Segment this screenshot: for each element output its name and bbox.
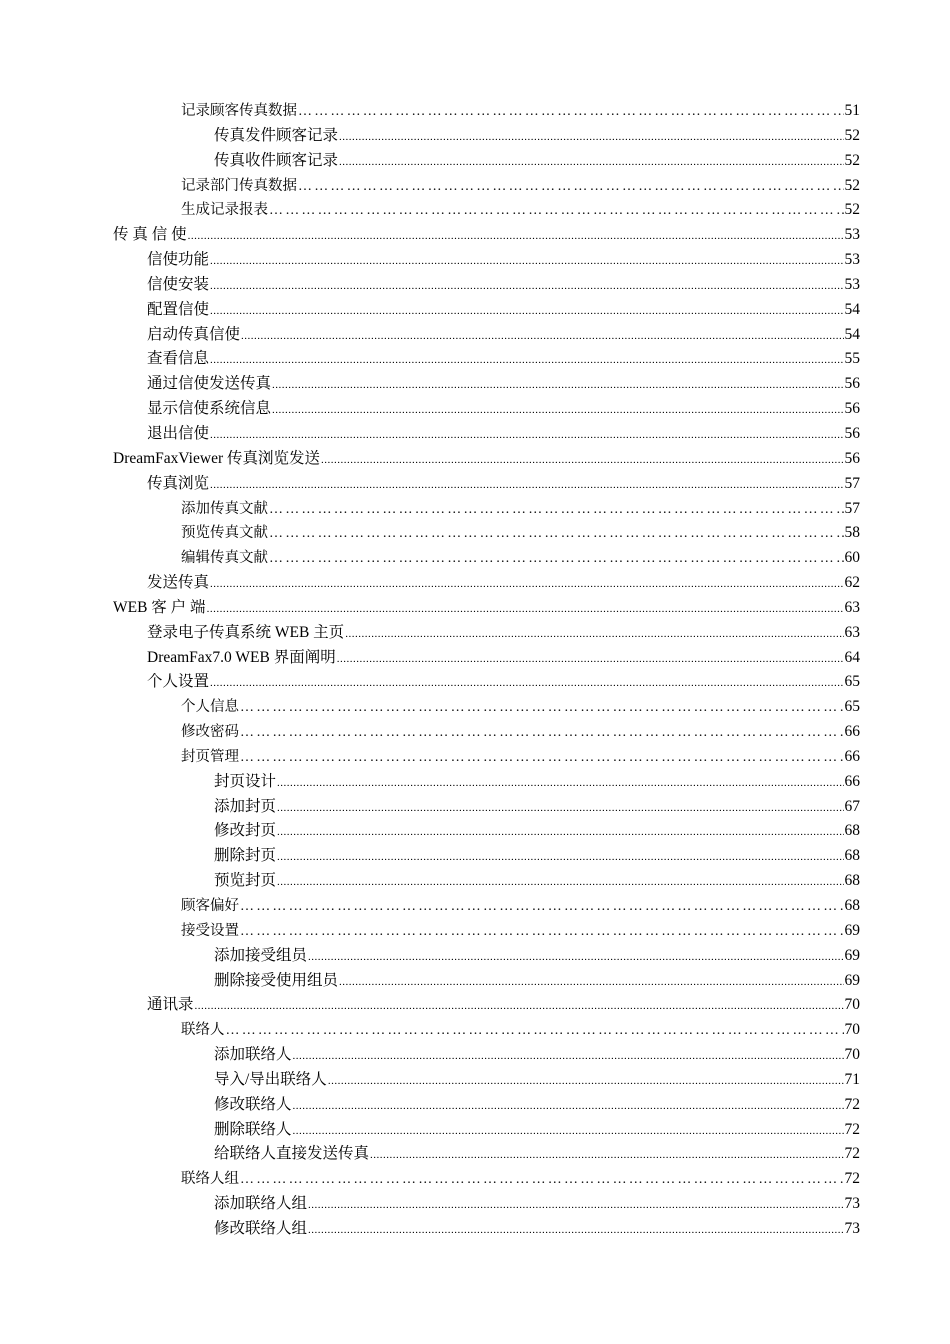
toc-entry[interactable]: [113, 1192, 860, 1217]
dot-leader: [207, 597, 844, 622]
toc-entry[interactable]: [113, 124, 860, 149]
toc-entry-title: 删除联络人: [214, 1120, 292, 1138]
toc-entry-title: 显示信使系统信息: [147, 400, 272, 418]
toc-entry-page-number: 55: [844, 350, 860, 368]
toc-entry-page-number: 60: [844, 549, 860, 567]
dot-leader: [269, 498, 844, 523]
toc-entry-page-number: 66: [844, 723, 860, 741]
toc-entry-page-number: 64: [844, 648, 860, 666]
dot-leader: [269, 547, 844, 572]
toc-entry-page-number: 70: [844, 1021, 860, 1039]
dot-leader: [210, 473, 843, 498]
dot-leader: [298, 100, 844, 125]
toc-entry-title: 给联络人直接发送传真: [214, 1145, 370, 1163]
dot-leader: [277, 820, 843, 845]
toc-entry-title: WEB 客 户 端: [113, 598, 206, 616]
dot-leader: [328, 1069, 844, 1094]
dot-leader: [308, 1218, 843, 1243]
dot-leader: [210, 348, 843, 373]
toc-entry-title: 通讯录: [147, 996, 194, 1014]
toc-entry-title: 添加封页: [214, 797, 277, 815]
toc-entry-title: 修改联络人组: [214, 1219, 308, 1237]
dot-leader: [272, 373, 843, 398]
toc-entry-page-number: 53: [844, 275, 860, 293]
toc-entry-title: 封页管理: [181, 748, 239, 765]
toc-entry-page-number: 51: [844, 102, 860, 119]
toc-entry-page-number: 69: [844, 946, 860, 964]
toc-entry-title: 编辑传真文献: [181, 550, 268, 567]
toc-entry-page-number: 63: [844, 598, 860, 616]
toc-entry-title: 添加接受组员: [214, 946, 308, 964]
toc-entry-title: 信使功能: [147, 251, 210, 269]
dot-leader: [277, 845, 843, 870]
dot-leader: [277, 870, 843, 895]
toc-entry-title: 接受设置: [181, 922, 239, 939]
toc-entry-page-number: 70: [844, 996, 860, 1014]
dot-leader: [298, 175, 844, 200]
dot-leader: [210, 572, 843, 597]
toc-entry-page-number: 54: [844, 325, 860, 343]
toc-entry-title: 查看信息: [147, 350, 210, 368]
toc-entry[interactable]: [113, 223, 860, 248]
toc-entry-title: 修改联络人: [214, 1095, 292, 1113]
toc-entry[interactable]: [113, 1043, 860, 1068]
toc-entry-title: DreamFax7.0 WEB 界面阐明: [147, 648, 336, 666]
toc-entry-page-number: 71: [844, 1070, 860, 1088]
toc-entry-title: 个人信息: [181, 699, 239, 716]
toc-entry-page-number: 66: [844, 772, 860, 790]
toc-entry-title: 顾客偏好: [181, 898, 239, 914]
toc-entry-title: 传真浏览: [147, 474, 210, 492]
dot-leader: [293, 1094, 844, 1119]
toc-entry-title: 生成记录报表: [181, 202, 268, 219]
toc-entry-page-number: 70: [844, 1046, 860, 1064]
toc-entry-page-number: 68: [844, 872, 860, 890]
toc-entry[interactable]: [113, 1093, 860, 1118]
toc-entry[interactable]: [113, 621, 860, 646]
toc-entry-title: 记录顾客传真数据: [181, 103, 297, 119]
toc-entry[interactable]: [113, 248, 860, 273]
toc-entry-title: 登录电子传真系统 WEB 主页: [147, 623, 345, 641]
toc-entry-page-number: 63: [844, 623, 860, 641]
toc-entry-page-number: 65: [844, 673, 860, 691]
toc-entry-title: 启动传真信使: [147, 325, 241, 343]
dot-leader: [339, 150, 843, 175]
toc-entry[interactable]: [113, 397, 860, 422]
toc-entry[interactable]: [113, 869, 860, 894]
toc-entry-page-number: 68: [844, 847, 860, 865]
toc-entry[interactable]: [113, 944, 860, 969]
toc-entry[interactable]: [113, 670, 860, 695]
dot-leader: [269, 522, 844, 547]
toc-entry-page-number: 57: [844, 474, 860, 492]
dot-leader: [210, 671, 843, 696]
dot-leader: [241, 324, 843, 349]
toc-entry[interactable]: [113, 497, 860, 522]
toc-entry-page-number: 66: [844, 747, 860, 765]
toc-entry-title: 预览封页: [214, 872, 277, 890]
dot-leader: [337, 647, 844, 672]
toc-entry-page-number: 56: [844, 424, 860, 442]
toc-entry-title: 修改密码: [181, 724, 239, 741]
toc-entry[interactable]: [113, 1167, 860, 1192]
toc-entry[interactable]: [113, 795, 860, 820]
toc-entry-title: 导入/导出联络人: [214, 1070, 327, 1088]
toc-entry-page-number: 56: [844, 400, 860, 418]
toc-entry-title: 传真收件顾客记录: [214, 151, 339, 169]
dot-leader: [226, 1019, 844, 1044]
toc-entry[interactable]: [113, 1018, 860, 1043]
toc-entry-page-number: 67: [844, 797, 860, 815]
toc-entry-page-number: 72: [844, 1120, 860, 1138]
dot-leader: [321, 448, 844, 473]
toc-entry[interactable]: [113, 298, 860, 323]
toc-entry-page-number: 56: [844, 375, 860, 393]
toc-entry-title: 通过信使发送传真: [147, 375, 272, 393]
toc-entry-page-number: 68: [844, 822, 860, 840]
toc-entry-title: 退出信使: [147, 424, 210, 442]
toc-entry[interactable]: [113, 894, 860, 919]
toc-entry[interactable]: [113, 422, 860, 447]
dot-leader: [210, 274, 843, 299]
toc-entry-title: 个人设置: [147, 673, 210, 691]
toc-entry[interactable]: [113, 720, 860, 745]
toc-entry-page-number: 52: [844, 201, 860, 219]
toc-entry-page-number: 56: [844, 449, 860, 467]
toc-entry[interactable]: [113, 198, 860, 223]
toc-entry-title: 修改封页: [214, 822, 277, 840]
dot-leader: [210, 249, 843, 274]
dot-leader: [210, 423, 843, 448]
toc-entry-title: 传真发件顾客记录: [214, 126, 339, 144]
toc-entry-title: 删除封页: [214, 847, 277, 865]
toc-entry-page-number: 69: [844, 971, 860, 989]
toc-entry[interactable]: [113, 1142, 860, 1167]
toc-entry-page-number: 54: [844, 300, 860, 318]
toc-entry-page-number: 53: [844, 226, 860, 244]
toc-entry-title: 添加传真文献: [181, 500, 268, 517]
dot-leader: [188, 224, 844, 249]
toc-entry[interactable]: [113, 993, 860, 1018]
toc-entry[interactable]: [113, 695, 860, 720]
dot-leader: [240, 746, 844, 771]
dot-leader: [240, 721, 844, 746]
toc-entry[interactable]: [113, 447, 860, 472]
toc-entry-page-number: 72: [844, 1145, 860, 1163]
toc-entry[interactable]: [113, 1068, 860, 1093]
toc-entry-title: 发送传真: [147, 574, 210, 592]
toc-entry-title: 添加联络人: [214, 1046, 292, 1064]
toc-entry-page-number: 73: [844, 1195, 860, 1213]
toc-entry-title: 添加联络人组: [214, 1195, 308, 1213]
dot-leader: [269, 199, 844, 224]
toc-entry-title: 联络人: [181, 1022, 225, 1039]
dot-leader: [370, 1143, 843, 1168]
toc-entry-page-number: 62: [844, 574, 860, 592]
toc-entry-title: 传 真 信 使: [113, 226, 187, 244]
dot-leader: [195, 994, 844, 1019]
toc-entry[interactable]: [113, 372, 860, 397]
toc-entry-title: 删除接受使用组员: [214, 971, 339, 989]
dot-leader: [277, 771, 843, 796]
toc-entry[interactable]: [113, 521, 860, 546]
dot-leader: [345, 622, 843, 647]
toc-entry-title: 信使安装: [147, 275, 210, 293]
table-of-contents: [113, 99, 860, 1242]
toc-entry-page-number: 73: [844, 1219, 860, 1237]
toc-entry[interactable]: [113, 596, 860, 621]
toc-entry-page-number: 57: [844, 499, 860, 517]
toc-entry[interactable]: [113, 1118, 860, 1143]
dot-leader: [240, 1168, 844, 1193]
dot-leader: [308, 1193, 843, 1218]
toc-entry-title: 联络人组: [181, 1171, 239, 1188]
toc-entry[interactable]: [113, 99, 860, 124]
toc-entry[interactable]: [113, 571, 860, 596]
toc-entry[interactable]: [113, 969, 860, 994]
toc-entry-title: 配置信使: [147, 300, 210, 318]
dot-leader: [240, 920, 844, 945]
toc-entry[interactable]: [113, 1217, 860, 1242]
toc-entry[interactable]: [113, 149, 860, 174]
dot-leader: [339, 970, 843, 995]
toc-entry-title: 封页设计: [214, 772, 277, 790]
dot-leader: [210, 299, 843, 324]
dot-leader: [272, 398, 843, 423]
toc-entry[interactable]: [113, 919, 860, 944]
dot-leader: [240, 696, 844, 721]
toc-entry[interactable]: [113, 546, 860, 571]
dot-leader: [293, 1119, 844, 1144]
toc-entry[interactable]: [113, 819, 860, 844]
toc-entry[interactable]: [113, 347, 860, 372]
toc-entry[interactable]: [113, 174, 860, 199]
toc-entry-page-number: 52: [844, 151, 860, 169]
dot-leader: [308, 945, 843, 970]
toc-entry-title: 记录部门传真数据: [181, 177, 297, 194]
toc-entry-page-number: 69: [844, 921, 860, 939]
toc-entry-page-number: 58: [844, 524, 860, 542]
toc-entry-page-number: 72: [844, 1170, 860, 1188]
toc-entry[interactable]: [113, 646, 860, 671]
toc-entry[interactable]: [113, 273, 860, 298]
toc-entry[interactable]: [113, 844, 860, 869]
toc-entry-page-number: 68: [844, 897, 860, 914]
dot-leader: [293, 1044, 844, 1069]
toc-entry-page-number: 52: [844, 126, 860, 144]
toc-entry[interactable]: [113, 472, 860, 497]
toc-entry-page-number: 52: [844, 176, 860, 194]
toc-entry-page-number: 65: [844, 698, 860, 716]
toc-entry[interactable]: [113, 770, 860, 795]
toc-entry-page-number: 53: [844, 251, 860, 269]
toc-entry-title: 预览传真文献: [181, 525, 268, 542]
toc-entry-page-number: 72: [844, 1095, 860, 1113]
toc-entry-title: DreamFaxViewer 传真浏览发送: [113, 449, 320, 467]
dot-leader: [339, 125, 843, 150]
toc-entry[interactable]: [113, 323, 860, 348]
dot-leader: [240, 895, 844, 920]
toc-entry[interactable]: [113, 745, 860, 770]
dot-leader: [277, 796, 843, 821]
